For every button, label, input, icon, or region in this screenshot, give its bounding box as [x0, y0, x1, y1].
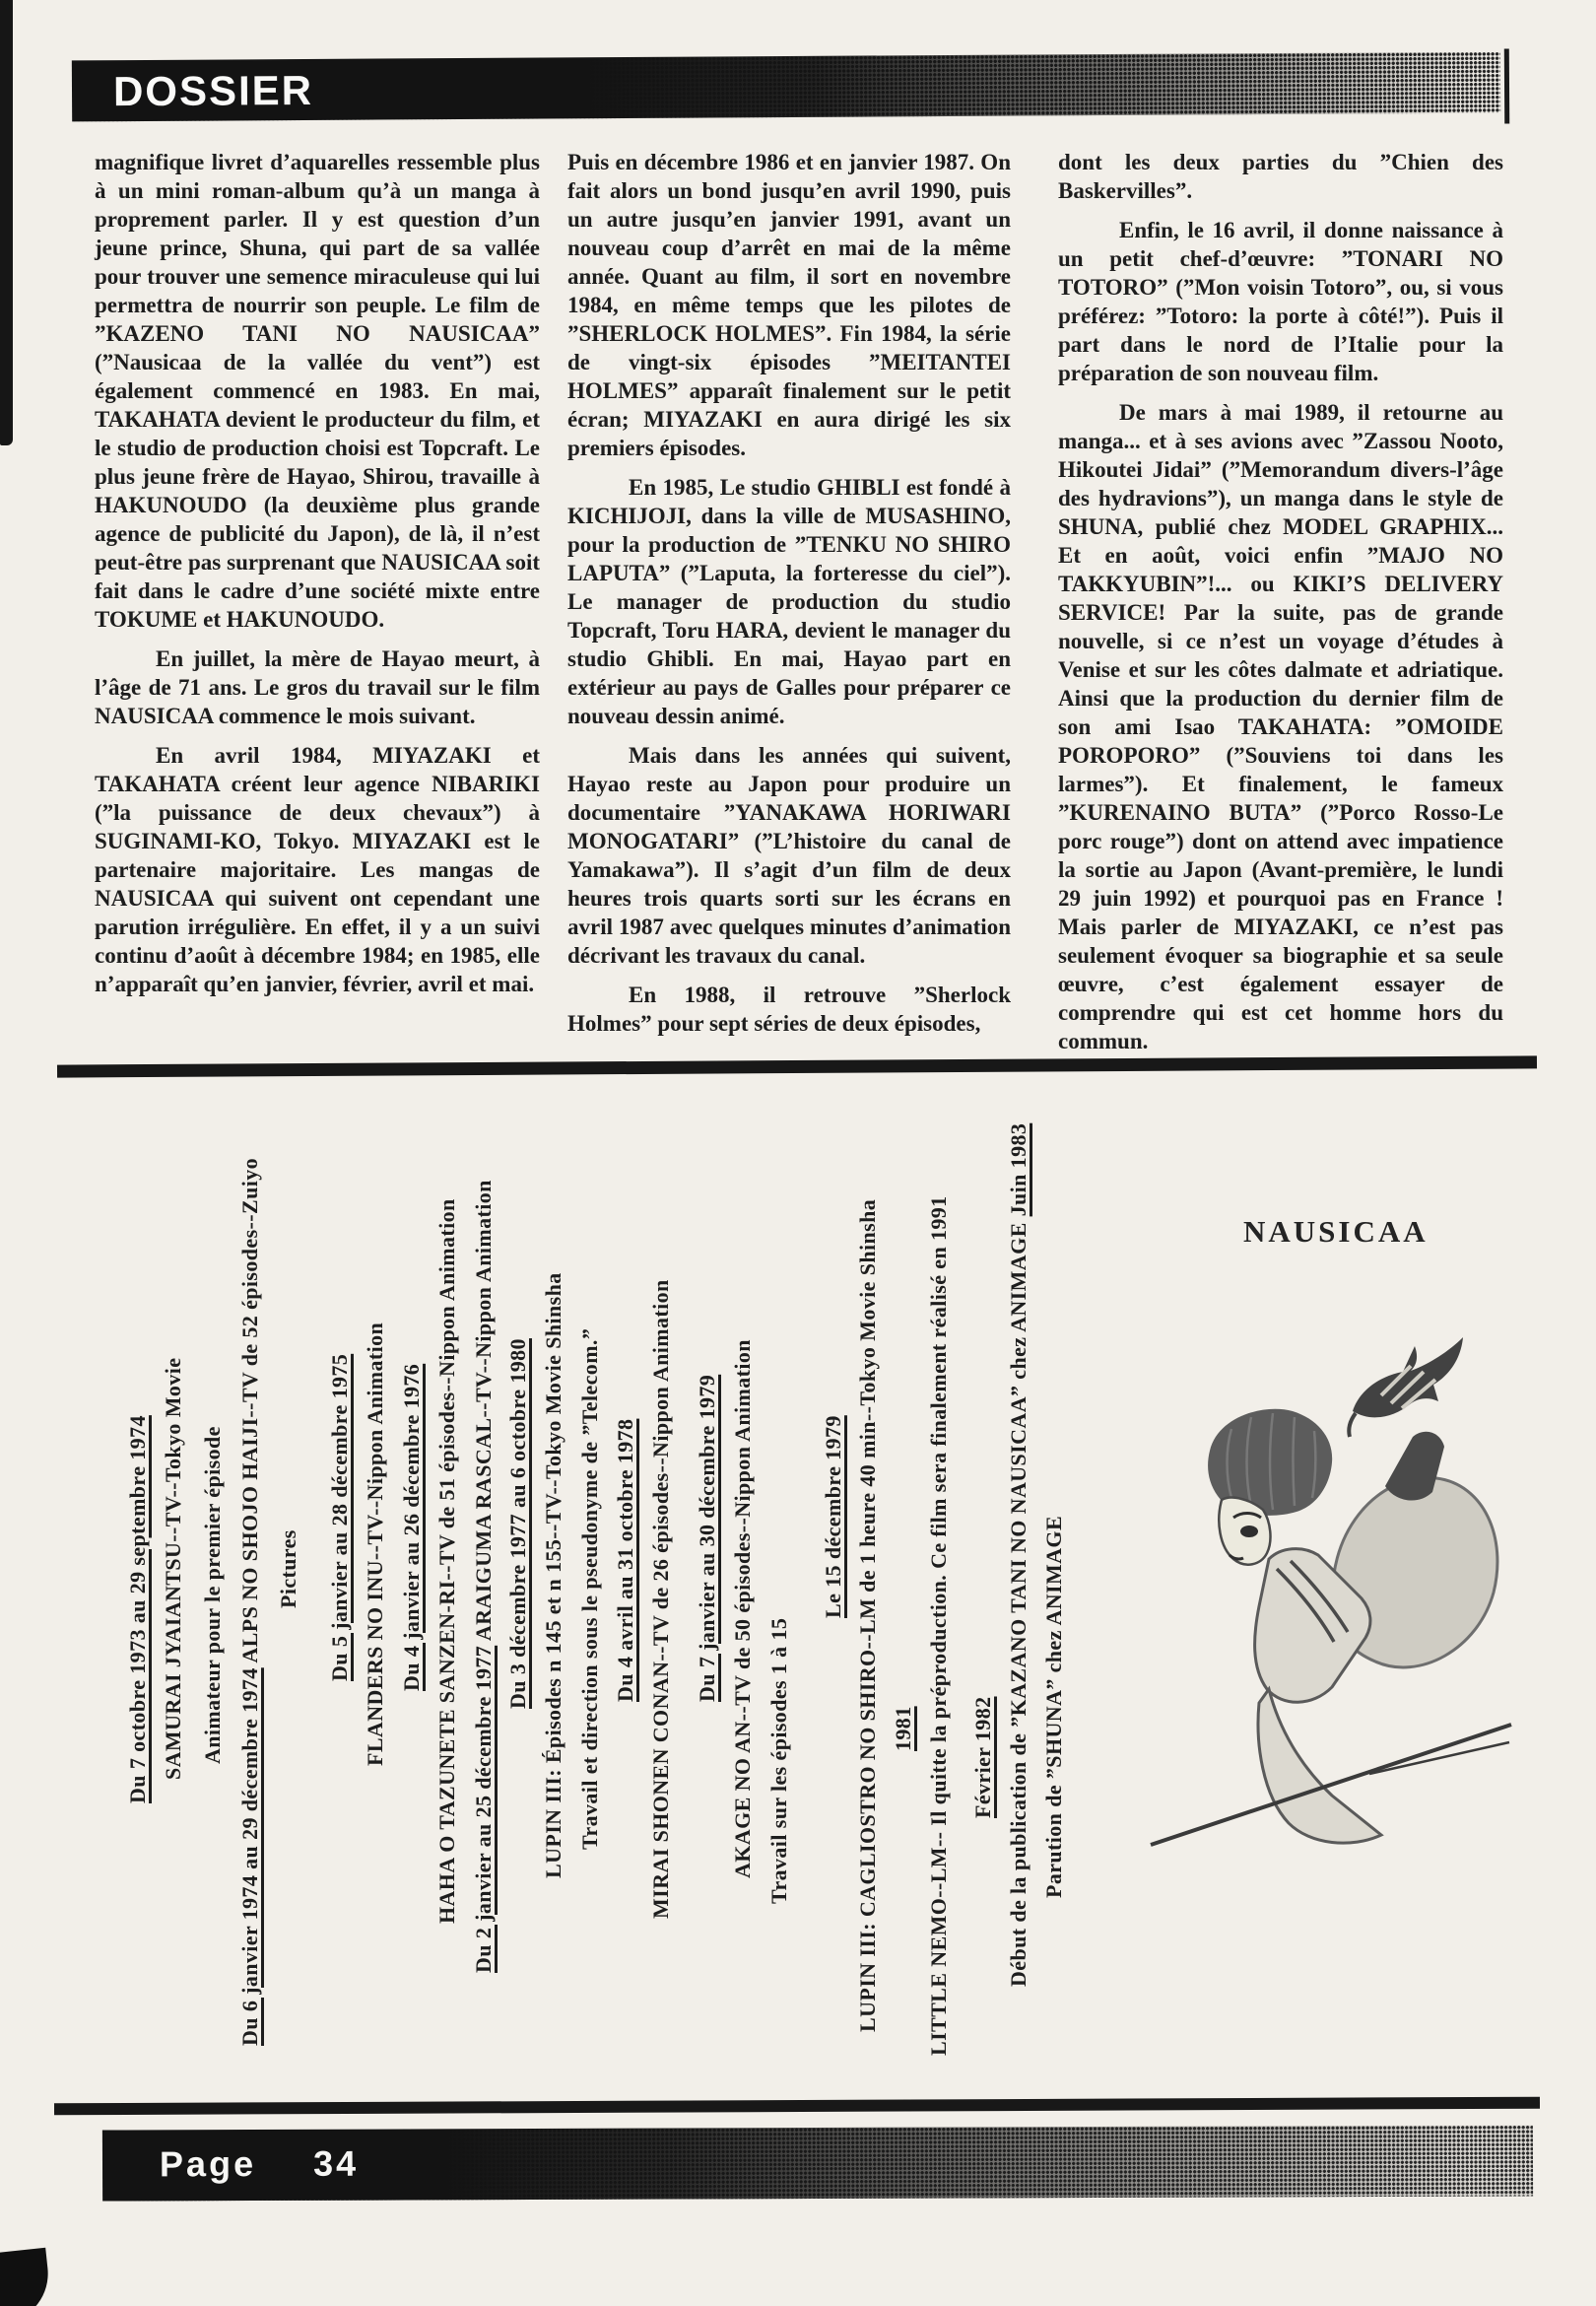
footer-bar	[102, 2125, 1533, 2201]
timeline-entry	[767, 1618, 790, 1904]
nausicaa-caption: NAUSICAA	[1243, 1214, 1429, 1249]
timeline-entry	[126, 1415, 149, 1803]
timeline-entry	[578, 1328, 601, 1850]
article-paragraph: De mars à mai 1989, il retourne au manga... et à ses avions avec ”Zassou Nooto, Hikoutei Jidai” (”Memorandum divers-l’âge des hydravions”), un manga dans le style de SHUNA, publié chez MODEL GRAPHIX... Et en août, voici enfin ”MAJO NO TAKKYUBIN”!... ou KIKI’S DELIVERY SERVICE! Par la suite, pas de grande nouvelle, si ce n’est un voyage d’études à Venise et sur les côtes dalmate et adriatique. Ainsi que la production du dernier film de son ami Isao TAKAHATA: ”OMOIDE POROPORO” (”Souviens toi dans les larmes”). Et finalement, le fameux ”KURENAINO BUTA” (”Porco Rosso-Le porc rouge”) dont on attend avec impatience la sortie au Japon (Avant-première, le lundi 29 juin 1992) et pourquoi pas en France ! Mais parler de MIYAZAKI, ce n’est pas seulement évoquer sa biographie et sa seule œuvre, c’est également essayer de comprendre qui est cet homme hors du commun.	[1058, 400, 1503, 1053]
article-paragraph: magnifique livret d’aquarelles ressemble plus à un mini roman-album qu’à un manga à proprement parler. Il y est question d’un jeune prince, Shuna, qui part de sa vallée pour trouver une semence miraculeuse qui lui permettra de nourrir son peuple. Le film de ”KAZENO TANI NO NAUSICAA” (”Nausicaa de la vallée du vent”) est également commencé en 1983. En mai, TAKAHATA devient le producteur du film, et le studio de production choisi est Topcraft. Le plus jeune frère de Hayao, Shirou, travaille à HAKUNOUDO (la deuxième plus grande agence de publicité du Japon), de là, il n’est peut-être pas surprenant que NAUSICAA soit fait dans le cadre d’une société mixte entre TOKUME et HAKUNOUDO.	[95, 150, 540, 632]
article-paragraph: En avril 1984, MIYAZAKI et TAKAHATA créent leur agence NIBARIKI (”la puissance de deux chevaux”) à SUGINAMI-KO, Tokyo. MIYAZAKI est le partenaire majoritaire. Les mangas de NAUSICAA qui suivent ont cependant une parution irrégulière. En effet, il y a un suivi continu d’août à décembre 1984; en 1985, elle n’apparaît qu’en janvier, février, avril et mai.	[95, 743, 540, 996]
timeline-entry	[328, 1354, 351, 1681]
character-legs	[1258, 1689, 1381, 1843]
timeline-entry	[400, 1364, 423, 1691]
timeline-date: Du 7 janvier au 30 décembre 1979	[695, 1374, 719, 1702]
timeline-entry	[472, 1180, 495, 1973]
timeline-date: Du 4 janvier au 26 décembre 1976	[399, 1363, 424, 1691]
article-paragraph: En 1985, Le studio GHIBLI est fondé à KICHIJOJI, dans la ville de MUSASHINO, pour la production de ”TENKU NO SHIRO LAPUTA” (”Laputa, la forteresse du ciel”). Le manager de production du studio Topcraft, Toru HARA, devient le manager du studio Ghibli. En mai, Hayao part en extérieur au pays de Galles pour préparer ce nouveau dessin animé.	[567, 475, 1011, 728]
timeline-text: Pictures	[276, 1529, 300, 1608]
timeline-entry	[822, 1415, 844, 1618]
article-paragraph: Enfin, le 16 avril, il donne naissance à un petit chef-d’œuvre: ”TONARI NO TOTORO” (”Mon voisin Totoro”, ou, si vous préférez: ”Totoro: la porte à côté!”). Puis il part dans le nord de l’Italie pour la préparation de son nouveau film.	[1058, 218, 1503, 385]
timeline-entry	[971, 1696, 994, 1818]
timeline-date: Juin 1983	[1006, 1122, 1031, 1217]
timeline-entry	[892, 1706, 914, 1751]
bird-icon	[1349, 1337, 1463, 1437]
timeline-entry	[238, 1158, 261, 2046]
article-column-1	[95, 148, 540, 1009]
timeline-text: LUPIN III: CAGLIOSTRO NO SHIRO--LM de 1 heure 40 min--Tokyo Movie Shinsha	[855, 1198, 880, 2032]
nausicaa-illustration	[1123, 1311, 1517, 1863]
timeline-entry	[506, 1338, 529, 1709]
scan-artifact-corner	[0, 2248, 52, 2306]
timeline-entry	[364, 1323, 386, 1766]
timeline-text: Début de la publication de ”KAZANO TANI NO NAUSICAA” chez ANIMAGE	[1006, 1216, 1031, 1987]
timeline-text: HAHA O TAZUNETE SANZEN-RI--TV de 51 épisodes--Nippon Animation	[434, 1198, 459, 1924]
page-title: DOSSIER	[112, 66, 314, 115]
article-paragraph: En 1988, il retrouve ”Sherlock Holmes” pour sept séries de deux épisodes,	[567, 983, 1011, 1036]
timeline-date: Du 5 janvier au 28 décembre 1975	[327, 1353, 352, 1681]
timeline-text: Travail sur les épisodes 1 à 15	[766, 1617, 791, 1904]
timeline-entry	[1042, 1516, 1065, 1898]
timeline-entry	[927, 1195, 950, 2056]
scan-artifact-left-edge	[0, 0, 13, 445]
article-column-2	[567, 148, 1011, 1049]
timeline-entry	[649, 1279, 672, 1919]
article-column-3	[1058, 148, 1503, 1066]
timeline-date: Du 2 janvier au 25 décembre 1977	[471, 1645, 496, 1973]
divider-rule	[57, 1055, 1537, 1077]
timeline-text: Parution de ”SHUNA” chez ANIMAGE	[1041, 1515, 1066, 1898]
timeline-entry	[277, 1529, 299, 1608]
timeline-entry	[435, 1198, 458, 1924]
timeline-entry	[542, 1272, 565, 1878]
timeline-box-bottom-rule	[54, 2097, 1540, 2116]
timeline-entry	[201, 1426, 224, 1764]
timeline-entry	[1007, 1123, 1030, 1987]
timeline-text: FLANDERS NO INU--TV--Nippon Animation	[363, 1322, 387, 1766]
timeline-entry	[162, 1358, 184, 1780]
timeline-date: Le 15 décembre 1979	[821, 1415, 845, 1618]
timeline-text: ALPS NO SHOJO HAIJI--TV de 52 épisodes--Zuiyo	[237, 1157, 262, 1668]
timeline-date: Février 1982	[970, 1696, 995, 1818]
timeline-entry	[696, 1375, 718, 1702]
timeline-text: SAMURAI JYAIANTSU--TV--Tokyo Movie	[161, 1357, 185, 1780]
timeline-text: Travail et direction sous le pseudonyme de ”Telecom.”	[577, 1327, 602, 1850]
article-paragraph: En juillet, la mère de Hayao meurt, à l’âge de 71 ans. Le gros du travail sur le film NAUSICAA commence le mois suivant.	[95, 646, 540, 728]
timeline-date: Du 7 octobre 1973 au 29 septembre 1974	[125, 1415, 150, 1803]
timeline-entry	[614, 1419, 636, 1702]
header-bar	[72, 52, 1500, 122]
timeline-text: ARAIGUMA RASCAL--TV--Nippon Animation	[471, 1180, 496, 1646]
timeline-text: LITTLE NEMO--LM-- Il quitte la préproduction. Ce film sera finalement réalisé en 1991	[926, 1195, 951, 2056]
timeline-text: MIRAI SHONEN CONAN--TV de 26 épisodes--Nippon Animation	[648, 1279, 673, 1919]
timeline-entry	[856, 1199, 879, 2032]
page-number-label	[160, 2143, 359, 2186]
character-eye	[1240, 1526, 1258, 1537]
article-paragraph: Mais dans les années qui suivent, Hayao reste au Japon pour produire un documentaire ”YANAKAWA HORIWARI MONOGATARI” (”L’histoire du canal de Yamakawa”). Il s’agit d’un film de deux heures trois quarts sorti sur les écrans en avril 1987 avec quelques minutes d’animation décrivant les travaux du canal.	[567, 743, 1011, 968]
timeline-date: Du 4 avril au 31 octobre 1978	[613, 1418, 637, 1702]
timeline-text: AKAGE NO AN--TV de 50 épisodes--Nippon Animation	[730, 1339, 755, 1878]
page-word: Page	[159, 2142, 257, 2185]
timeline-date: 1981	[891, 1706, 915, 1751]
header-bar-endcap	[1504, 49, 1509, 124]
timeline-text: LUPIN III: Épisodes n 145 et n 155--TV--Tokyo Movie Shinsha	[541, 1272, 565, 1878]
article-paragraph: Puis en décembre 1986 et en janvier 1987. On fait alors un bond jusqu’en avril 1990, puis un autre jusqu’en janvier 1991, avant un nouveau coup d’arrêt en mai de la même année. Quant au film, il sort en novembre 1984, en même temps que les pilotes de ”SHERLOCK HOLMES”. Fin 1984, la série de vingt-six épisodes ”MEITANTEI HOLMES” apparaît finalement sur le petit écran; MIYAZAKI en aura dirigé les six premiers épisodes.	[567, 150, 1011, 460]
timeline-date: Du 6 janvier 1974 au 29 décembre 1974	[237, 1667, 262, 2046]
page-number: 34	[312, 2142, 360, 2184]
timeline-text: Animateur pour le premier épisode	[200, 1426, 225, 1764]
timeline-entry	[731, 1339, 754, 1878]
article-paragraph: dont les deux parties du ”Chien des Baskervilles”.	[1058, 150, 1503, 203]
timeline-date: Du 3 décembre 1977 au 6 octobre 1980	[505, 1338, 530, 1709]
